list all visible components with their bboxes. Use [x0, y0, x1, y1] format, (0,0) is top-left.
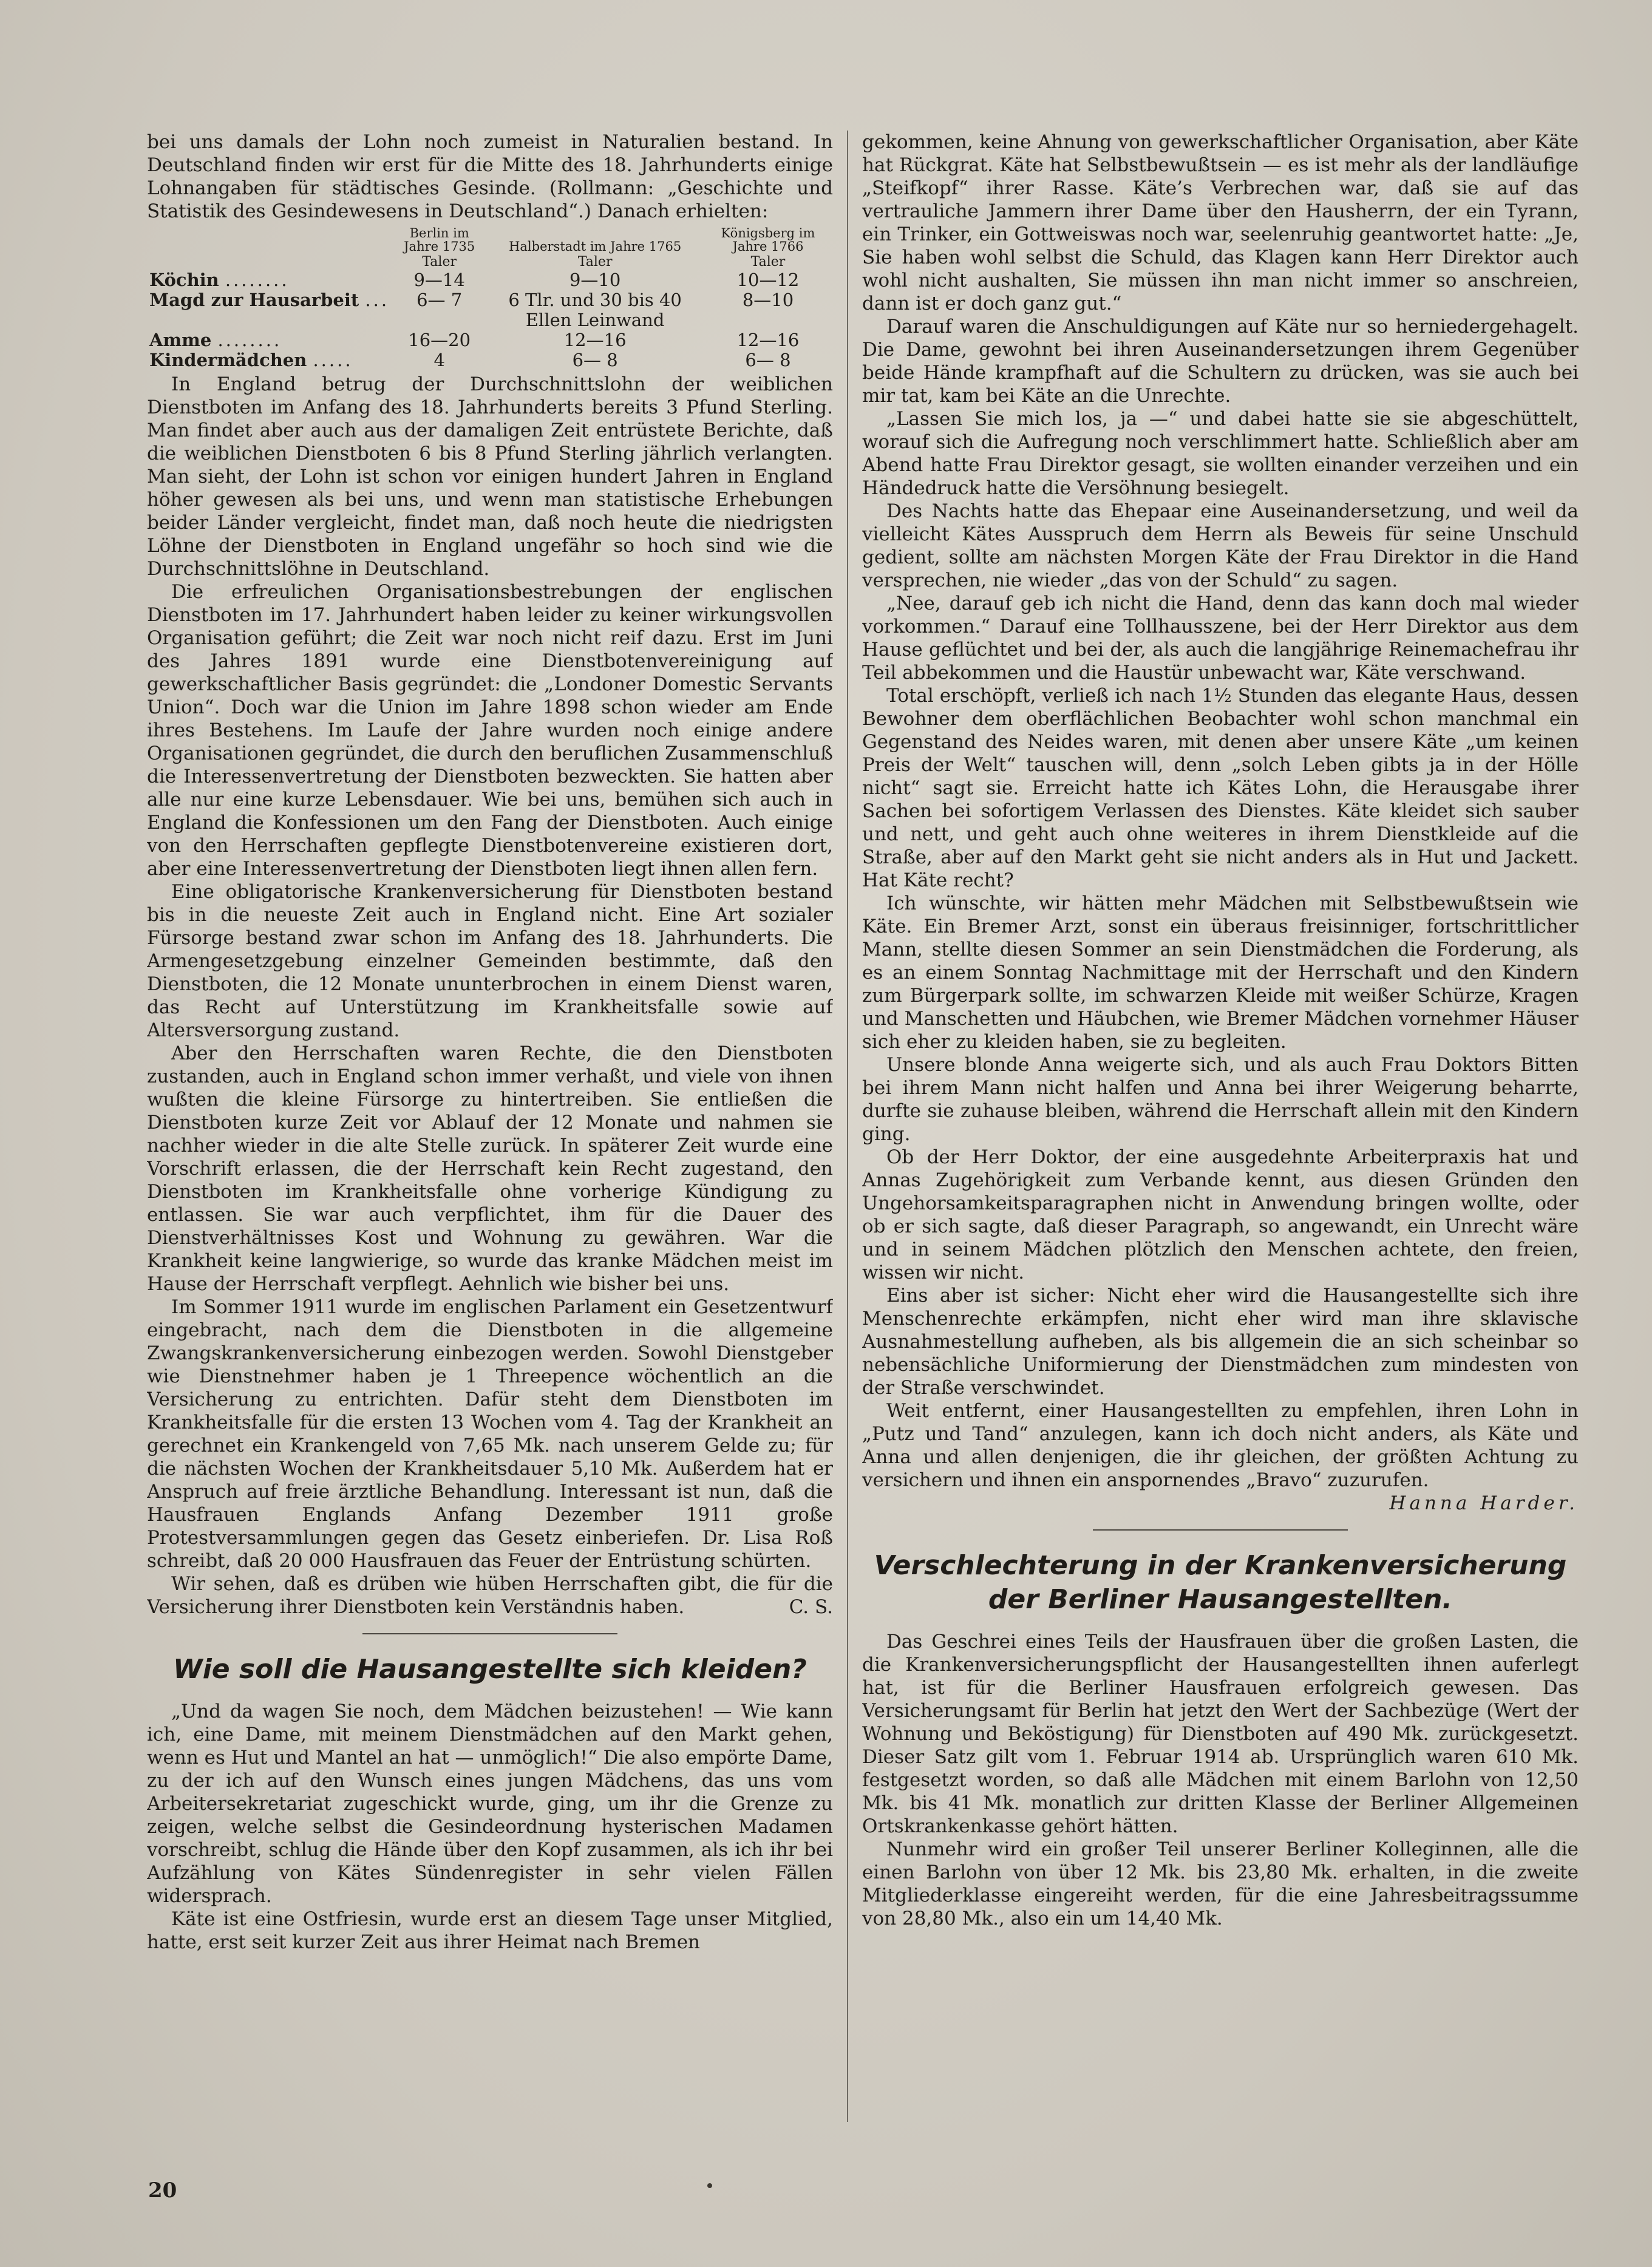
- left-column: [147, 131, 833, 2194]
- article-paragraph: Darauf waren die Anschuldigungen auf Käte nur so herniedergehagelt. Die Dame, gewohnt bei ihren Auseinandersetzungen ihrem Gegenüber beide Hände krampfhaft auf die Schultern zu drücken, was sie auch bei mir tat, kam bei Käte an die Unrechte.: [862, 316, 1579, 407]
- wage-table-cell: 9—14: [413, 270, 465, 290]
- section-divider: [1093, 1529, 1348, 1531]
- article-paragraph: Weit entfernt, einer Hausangestellten zu empfehlen, ihren Lohn in „Putz und Tand“ anzulegen, kann ich doch nicht anders, als Käte und Anna und allen denjenigen, die ihr gleichen, der größten Achtung zu versichern und ihnen ein anspornendes „Bravo“ zuzurufen.: [862, 1400, 1579, 1491]
- wage-table-unit-row: [147, 256, 833, 270]
- article-paragraph: Aber den Herrschaften waren Rechte, die den Dienstboten zustanden, auch in England schon immer verhaßt, und viele von ihnen wußten die kleine Fürsorge zu hintertreiben. Sie entließen die Dienstboten kurze Zeit vor Ablauf der 12 Monate und nahmen sie nachher wieder in die alte Stelle zurück. In späterer Zeit wurde eine Vorschrift erlassen, die der Herrschaft kein Recht zugestand, den Dienstboten im Krankheitsfalle ohne vorherige Kündigung zu entlassen. Sie war auch verpflichtet, ihm für die Dauer des Dienstverhältnisses Kost und Wohnung zu gewähren. War die Krankheit keine langwierige, so wurde das kranke Mädchen meist im Hause der Herrschaft verpflegt. Aehnlich wie bisher bei uns.: [147, 1042, 833, 1295]
- wage-table-label: Amme ........: [149, 330, 282, 350]
- table-row: [147, 270, 833, 290]
- wage-table-header: Königsberg im Jahre 1766: [721, 226, 815, 254]
- wage-table-cell: 16—20: [408, 330, 471, 350]
- article-paragraph: Eine obligatorische Krankenversicherung für Dienstboten bestand bis in die neueste Zeit auch in England nicht. Eine Art sozialer Fürsorge bestand zwar schon im Anfang des 18. Jahrhunderts. Die Armengesetzgebung einzelner Gemeinden bestimmte, daß den Dienstboten, die 12 Monate ununterbrochen in einem Dienst waren, das Recht auf Unterstützung im Krankheitsfalle sowie auf Altersversorgung zustand.: [147, 881, 833, 1041]
- article-paragraph: Die erfreulichen Organisationsbestrebungen der englischen Dienstboten im 17. Jahrhundert haben leider zu keiner wirkungsvollen Organisation geführt; die Zeit war noch nicht reif dazu. Erst im Juni des Jahres 1891 wurde eine Dienstbotenvereinigung auf gewerkschaftlicher Basis gegründet: die „Londoner Domestic Servants Union“. Doch war die Union im Jahre 1898 schon wieder am Ende ihres Bestehens. Im Laufe der Jahre wurden noch einige andere Organisationen gegründet, die durch den beruflichen Zusammenschluß die Interessenvertretung der Dienstboten bezweckten. Sie hatten aber alle nur eine kurze Lebensdauer. Wie bei uns, bemühen sich auch in England die Konfessionen um den Fang der Dienstboten. Auch einige von den Herrschaften gepflegte Dienstbotenvereine existieren dort, aber eine Interessenvertretung der Dienstboten liegt ihnen allen fern.: [147, 581, 833, 880]
- table-row: [147, 350, 833, 370]
- print-mark: [707, 2183, 712, 2188]
- author-initials: C. S.: [789, 1596, 833, 1618]
- article-paragraph: „Und da wagen Sie noch, dem Mädchen beizustehen! — Wie kann ich, eine Dame, mit meinem Dienstmädchen auf den Markt gehen, wenn es Hut und Mantel an hat — unmöglich!“ Die also empörte Dame, zu der ich auf den Wunsch eines jungen Mädchens, das uns vom Arbeitersekretariat zugeschickt wurde, ging, um ihr die Grenze zu zeigen, welche selbst die Gesindeordnung hysterischen Madamen vorschreibt, schlug die Hände über den Kopf zusammen, als ich ihr bei Aufzählung von Kätes Sündenregister in sehr vielen Fällen widersprach.: [147, 1701, 833, 1907]
- article-paragraph: Ob der Herr Doktor, der eine ausgedehnte Arbeiterpraxis hat und Annas Zugehörigkeit zum Verbande kennt, aus diesen Gründen den Ungehorsamkeitsparagraphen nicht in Anwendung bringen wollte, oder ob er sich sagte, daß dieser Paragraph, so angewandt, ein Unrecht wäre und in seinem Mädchen plötzlich den Menschen achtete, den freien, wissen wir nicht.: [862, 1146, 1579, 1283]
- wage-table-cell: 6— 8: [572, 350, 618, 370]
- wage-table-cell: 10—12: [736, 270, 800, 290]
- wage-table-label: Magd zur Hausarbeit ...: [149, 290, 390, 310]
- article-paragraph: Total erschöpft, verließ ich nach 1½ Stunden das elegante Haus, dessen Bewohner dem oberflächlichen Beobachter wohl schon manchmal ein Gegenstand des Neides waren, mit denen aber unsere Käte „um keinen Preis der Welt“ tauschen will, denn „solch Leben gibts ja in der Hölle nicht“ sagt sie. Erreicht hatte ich Kätes Lohn, die Herausgabe ihrer Sachen bei sofortigem Verlassen des Dienstes. Käte kleidet sich sauber und nett, und geht auch ohne weiteres in ihrem Dienstkleide auf die Straße, aber auf den Markt geht sie nicht anders als in Hut und Jackett. Hat Käte recht?: [862, 685, 1579, 891]
- wage-table-cell: 8—10: [742, 290, 794, 310]
- article-paragraph: „Lassen Sie mich los, ja —“ und dabei hatte sie sie abgeschüttelt, worauf sich die Aufregung noch verschlimmert hatte. Schließlich aber am Abend hatte Frau Direktor gesagt, sie wollten einander verzeihen und ein Händedruck hatte die Versöhnung besiegelt.: [862, 408, 1579, 499]
- column-divider: [847, 131, 848, 2122]
- article-paragraph: Das Geschrei eines Teils der Hausfrauen über die großen Lasten, die die Krankenversicherungspflicht der Hausangestellten ihnen auferlegt hat, ist für die Berliner Hausfrauen erfolgreich gewesen. Das Versicherungsamt für Berlin hat jetzt den Wert der Sachbezüge (Wert der Wohnung und Beköstigung) für Dienstboten auf 490 Mk. zurückgesetzt. Dieser Satz gilt vom 1. Februar 1914 ab. Ursprünglich waren 610 Mk. festgesetzt worden, so daß alle Mädchen mit einem Barlohn von 12,50 Mk. bis 41 Mk. monatlich zur dritten Klasse der Berliner Allgemeinen Ortskrankenkasse gehört hätten.: [862, 1631, 1579, 1837]
- article-paragraph: Eins aber ist sicher: Nicht eher wird die Hausangestellte sich ihre Menschenrechte erkämpfen, nicht eher wird man ihre sklavische Ausnahmestellung aufheben, als bis allgemein die an sich scheinbar so nebensächliche Uniformierung der Dienstmädchen zum mindesten von der Straße verschwindet.: [862, 1285, 1579, 1399]
- table-row: [147, 290, 833, 330]
- wage-table-label: Köchin ........: [149, 270, 290, 290]
- wage-table-cell: 6— 7: [416, 290, 463, 310]
- article-title: Verschlechterung in der Krankenversicherung der Berliner Hausangestellten.: [874, 1550, 1567, 1615]
- wage-table-header: Halberstadt im Jahre 1765: [509, 239, 682, 254]
- section-divider: [362, 1633, 617, 1634]
- wage-table-cell: 6— 8: [745, 350, 791, 370]
- article-paragraph: „Nee, darauf geb ich nicht die Hand, denn das kann doch mal wieder vorkommen.“ Darauf eine Tollhausszene, bei der Herr Direktor aus dem Hause geflüchtet und bei der, als auch die langjährige Reinemachefrau ihr Teil abbekommen und die Haustür unbewacht war, Käte verschwand.: [862, 593, 1579, 684]
- wage-table-cell: 12—16: [736, 330, 800, 350]
- wage-table-header: Berlin im Jahre 1735: [404, 226, 475, 254]
- wage-table-cell: 6 Tlr. und 30 bis 40 Ellen Leinwand: [508, 290, 682, 330]
- article-paragraph: In England betrug der Durchschnittslohn der weiblichen Dienstboten im Anfang des 18. Jahrhunderts bereits 3 Pfund Sterling. Man findet aber auch aus der damaligen Zeit entrüstete Berichte, daß die weiblichen Dienstboten 6 bis 8 Pfund Sterling jährlich verlangten. Man sieht, der Lohn ist schon vor einigen hundert Jahren in England höher gewesen als bei uns, und wenn man statistische Erhebungen beider Länder vergleicht, findet man, daß noch heute die niedrigsten Löhne der Dienstboten in England ungefähr so hoch sind wie die Durchschnittslöhne in Deutschland.: [147, 373, 833, 580]
- wage-table-cell: 4: [433, 350, 445, 370]
- article-paragraph: Des Nachts hatte das Ehepaar eine Auseinandersetzung, und weil da vielleicht Kätes Ausspruch dem Herrn als Beweis für seine Unschuld gedient, sollte am nächsten Morgen Käte der Frau Direktor in die Hand versprechen, nie wieder „das von der Schuld“ zu sagen.: [862, 500, 1579, 591]
- author-signature: Hanna Harder.: [1389, 1492, 1579, 1514]
- article-paragraph: Unsere blonde Anna weigerte sich, und als auch Frau Doktors Bitten bei ihrem Mann nicht halfen und Anna bei ihrer Weigerung beharrte, durfte sie zuhause bleiben, während die Herrschaft allein mit den Kindern ging.: [862, 1054, 1579, 1145]
- intro-paragraph: bei uns damals der Lohn noch zumeist in Naturalien bestand. In Deutschland finden wir erst für die Mitte des 18. Jahrhunderts einige Lohnangaben für städtisches Gesinde. (Rollmann: „Geschichte und Statistik des Gesindewesens in Deutschland“.) Danach erhielten:: [147, 131, 833, 222]
- article-paragraph: Käte ist eine Ostfriesin, wurde erst an diesem Tage unser Mitglied, hatte, erst seit kurzer Zeit aus ihrer Heimat nach Bremen: [147, 1908, 833, 1953]
- right-column: [862, 131, 1579, 2194]
- wage-table-cell: 9—10: [569, 270, 621, 290]
- article-title: Wie soll die Hausangestellte sich kleiden?: [173, 1654, 807, 1685]
- page-number: 20: [148, 2178, 177, 2203]
- wage-table-label: Kindermädchen .....: [149, 350, 353, 370]
- article-paragraph: Nunmehr wird ein großer Teil unserer Berliner Kolleginnen, alle die einen Barlohn von über 12 Mk. bis 23,80 Mk. erhalten, in die zweite Mitgliederklasse eingereiht werden, für die eine Jahresbeitragssumme von 28,80 Mk., also ein um 14,40 Mk.: [862, 1838, 1579, 1929]
- article-paragraph: Ich wünschte, wir hätten mehr Mädchen mit Selbstbewußtsein wie Käte. Ein Bremer Arzt, sonst ein überaus freisinniger, fortschrittlicher Mann, stellte diesen Sommer an sein Dienstmädchen die Forderung, als es an einem Sonntag Nachmittage mit der Herrschaft und den Kindern zum Bürgerpark sollte, im schwarzen Kleide mit weißer Schürze, Kragen und Manschetten und Häubchen, wie Bremer Mädchen vornehmer Häuser sich eher zu kleiden haben, sie zu begleiten.: [862, 892, 1579, 1053]
- wage-table-cell: 12—16: [563, 330, 627, 350]
- wage-table-unit: Taler: [422, 254, 457, 270]
- article-paragraph: Wir sehen, daß es drüben wie hüben Herrschaften gibt, die für die Versicherung ihrer Dienstboten kein Verständnis haben. C. S.: [147, 1573, 833, 1618]
- wage-table-unit: Taler: [577, 254, 613, 270]
- table-row: [147, 330, 833, 350]
- article-paragraph: Im Sommer 1911 wurde im englischen Parlament ein Gesetzentwurf eingebracht, nach dem die Dienstboten in die allgemeine Zwangskrankenversicherung einbezogen werden. Sowohl Dienstgeber wie Dienstnehmer haben je 1 Threepence wöchentlich an die Versicherung zu entrichten. Dafür steht dem Dienstboten im Krankheitsfalle für die ersten 13 Wochen vom 4. Tag der Krankheit an gerechnet ein Krankengeld von 7,65 Mk. nach unserem Gelde zu; für die nächsten Wochen der Krankheitsdauer 5,10 Mk. Außerdem hat er Anspruch auf freie ärztliche Behandlung. Interessant ist nun, daß die Hausfrauen Englands Anfang Dezember 1911 große Protestversammlungen gegen das Gesetz einberiefen. Dr. Lisa Roß schreibt, daß 20 000 Hausfrauen das Feuer der Entrüstung schürten.: [147, 1296, 833, 1572]
- wage-table: [147, 226, 833, 370]
- wage-table-header-row: [147, 226, 833, 256]
- article-paragraph: gekommen, keine Ahnung von gewerkschaftlicher Organisation, aber Käte hat Rückgrat. Käte hat Selbstbewußtsein — es ist mehr als der landläufige „Steifkopf“ ihrer Rasse. Käte’s Verbrechen war, daß sie auf das vertrauliche Jammern ihrer Dame über den Hausherrn, der ein Tyrann, ein Trinker, ein Gottweiswas noch war, seelenruhig geantwortet hatte: „Je, Sie haben wohl selbst die Schuld, das Klagen kann Herr Direktor auch wohl nicht aushalten, Sie müssen ihn man nicht immer so anschreien, dann ist er doch ganz gut.“: [862, 131, 1579, 314]
- wage-table-unit: Taler: [750, 254, 786, 270]
